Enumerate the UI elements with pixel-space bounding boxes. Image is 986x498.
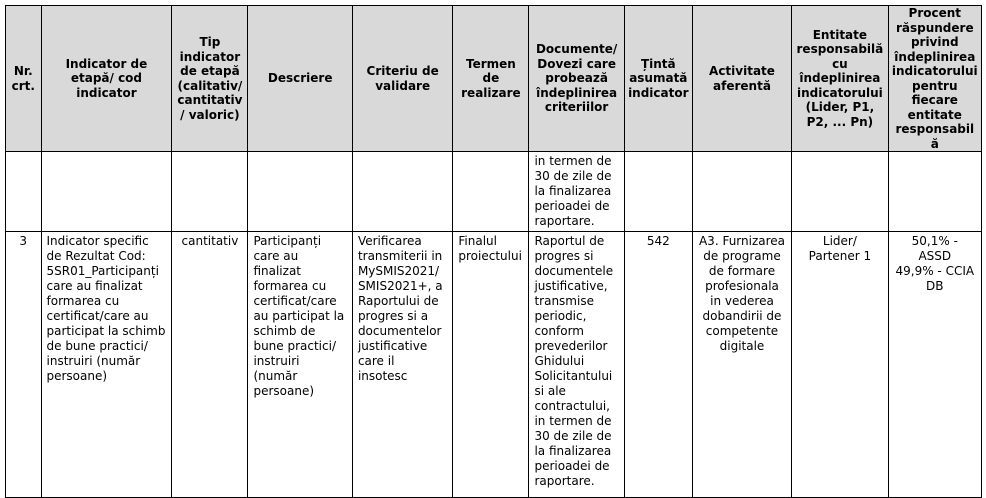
header-criteriu: Criteriu de validare: [352, 6, 452, 152]
cell-nr: 3: [6, 232, 42, 498]
cell-documente-cont: in termen de 30 de zile de la finalizarea perioadei de raportare.: [529, 152, 624, 232]
cell-tinta: 542: [624, 232, 692, 498]
cell-descriere: Participanți care au finalizat formarea cu certificat/care au participat la schimb de bune practici/ instruiri (număr persoane): [248, 232, 352, 498]
procent-line-1: 50,1% - ASSD: [911, 234, 958, 263]
table-row: [6, 152, 982, 232]
cell-indicator: Indicator specific de Rezultat Cod: 5SR01_Participanți care au finalizat formarea cu certificat/care au participat la schimb de bune practici/ instruiri (număr persoane): [41, 232, 172, 498]
cell-termen: Finalul proiectului: [453, 232, 529, 498]
header-indicator: Indicator de etapă/ cod indicator: [41, 6, 172, 152]
header-termen: Termen de realizare: [453, 6, 529, 152]
table-row: [6, 232, 982, 498]
header-nr-crt: Nr. crt.: [6, 6, 42, 152]
cell-criteriu: Verificarea transmiterii in MySMIS2021/ SMIS2021+, a Raportului de progres si a documentelor justificative care il insotesc: [352, 232, 452, 498]
cell-procent: [888, 232, 981, 498]
header-row: [6, 6, 982, 152]
header-procent: Procent răspundere privind îndeplinirea indicatorului pentru fiecare entitate responsabilă: [888, 6, 981, 152]
cell-documente: Raportul de progres si documentele justificative, transmise periodic, conform prevederilor Ghidului Solicitantului si ale contractului, in termen de 30 de zile de la finalizarea perioadei de raportare.: [529, 232, 624, 498]
cell-tip: cantitativ: [172, 232, 248, 498]
header-activitate: Activitate aferentă: [692, 6, 791, 152]
cell-entitate: Lider/ Partener 1: [792, 232, 888, 498]
procent-line-2: 49,9% - CCIA DB: [895, 264, 975, 293]
cell-activitate: A3. Furnizarea de programe de formare profesionala in vederea dobandirii de competente digitale: [692, 232, 791, 498]
indicators-table: [5, 5, 982, 498]
header-descriere: Descriere: [248, 6, 352, 152]
header-documente: Documente/ Dovezi care probează îndeplinirea criteriilor: [529, 6, 624, 152]
header-tinta: Țintă asumată indicator: [624, 6, 692, 152]
header-entitate: Entitate responsabilă cu îndeplinirea indicatorului (Lider, P1, P2, ... Pn): [792, 6, 888, 152]
header-tip-indicator: Tip indicator de etapă (calitativ/ cantitativ/ valoric): [172, 6, 248, 152]
